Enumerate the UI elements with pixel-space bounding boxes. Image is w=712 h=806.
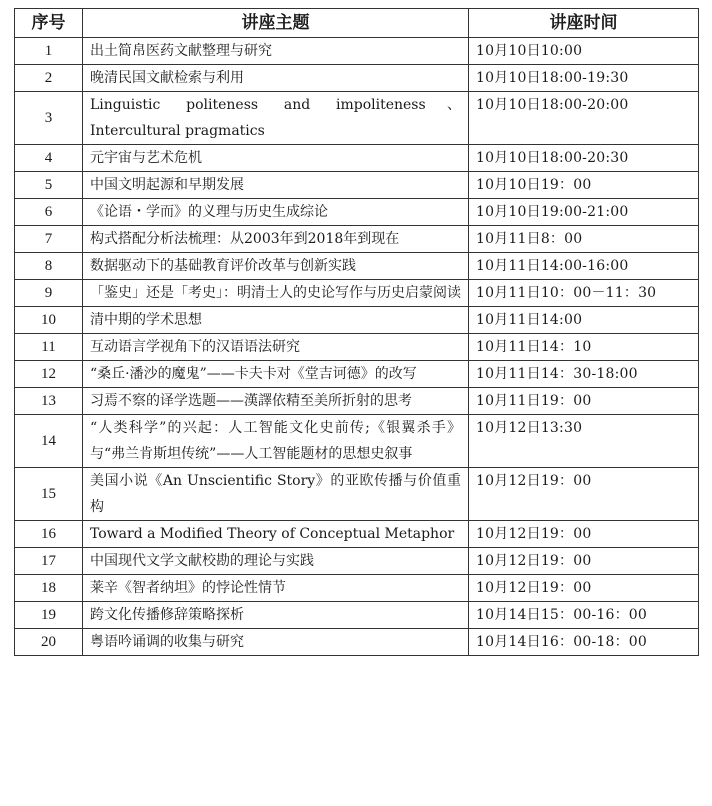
table-row [15,172,699,199]
row-number: 9 [15,280,83,307]
table-row [15,226,699,253]
row-topic: 美国小说《An Unscientific Story》的亚欧传播与价值重构 [83,468,469,521]
row-topic: 元宇宙与艺术危机 [83,145,469,172]
row-number: 19 [15,602,83,629]
row-time: 10月11日14:00 [469,307,699,334]
row-topic: “人类科学”的兴起：人工智能文化史前传;《银翼杀手》与“弗兰肯斯坦传统”——人工智能题材的思想史叙事 [83,415,469,468]
header-topic: 讲座主题 [83,9,469,38]
table-row [15,575,699,602]
row-time: 10月12日19：00 [469,521,699,548]
table-row [15,199,699,226]
table-row [15,280,699,307]
row-topic: 数据驱动下的基础教育评价改革与创新实践 [83,253,469,280]
table-row [15,334,699,361]
row-number: 1 [15,38,83,65]
table-row [15,602,699,629]
row-topic: “桑丘·潘沙的魔鬼”——卡夫卡对《堂吉诃德》的改写 [83,361,469,388]
row-topic: Toward a Modified Theory of Conceptual Metaphor [83,521,469,548]
row-number: 3 [15,92,83,145]
table-row [15,307,699,334]
table-row [15,521,699,548]
header-row [15,9,699,38]
row-time: 10月11日14：10 [469,334,699,361]
row-topic: 习焉不察的译学选题——漢譯依精至美所折射的思考 [83,388,469,415]
row-topic: 互动语言学视角下的汉语语法研究 [83,334,469,361]
table-row [15,253,699,280]
row-time: 10月10日19:00-21:00 [469,199,699,226]
row-topic: 《论语・学而》的义理与历史生成综论 [83,199,469,226]
row-number: 15 [15,468,83,521]
row-number: 8 [15,253,83,280]
row-time: 10月11日14:00-16:00 [469,253,699,280]
row-number: 16 [15,521,83,548]
table-row [15,468,699,521]
row-topic: Linguistic politeness and impoliteness、Intercultural pragmatics [83,92,469,145]
table-row [15,415,699,468]
table-row [15,629,699,656]
row-time: 10月12日19：00 [469,548,699,575]
row-topic: 莱辛《智者纳坦》的悖论性情节 [83,575,469,602]
row-time: 10月14日16：00-18：00 [469,629,699,656]
schedule-table [14,8,699,656]
row-number: 13 [15,388,83,415]
row-time: 10月11日10：00－11：30 [469,280,699,307]
table-row [15,548,699,575]
row-number: 4 [15,145,83,172]
row-time: 10月10日10:00 [469,38,699,65]
row-time: 10月12日13:30 [469,415,699,468]
row-time: 10月11日8：00 [469,226,699,253]
row-time: 10月11日14：30-18:00 [469,361,699,388]
table-row [15,145,699,172]
row-topic: 构式搭配分析法梳理：从2003年到2018年到现在 [83,226,469,253]
table-row [15,388,699,415]
header-time: 讲座时间 [469,9,699,38]
row-topic: 出土简帛医药文献整理与研究 [83,38,469,65]
row-number: 10 [15,307,83,334]
row-time: 10月10日18:00-19:30 [469,65,699,92]
row-number: 7 [15,226,83,253]
row-time: 10月14日15：00-16：00 [469,602,699,629]
row-topic: 中国文明起源和早期发展 [83,172,469,199]
table-row [15,65,699,92]
table-row [15,92,699,145]
row-number: 18 [15,575,83,602]
row-topic: 跨文化传播修辞策略探析 [83,602,469,629]
table-row [15,38,699,65]
row-topic: 「鉴史」还是「考史」：明清士人的史论写作与历史启蒙阅读 [83,280,469,307]
row-number: 5 [15,172,83,199]
row-topic: 中国现代文学文献校勘的理论与实践 [83,548,469,575]
table-row [15,361,699,388]
row-topic: 晚清民国文献检索与利用 [83,65,469,92]
row-number: 20 [15,629,83,656]
row-number: 11 [15,334,83,361]
row-time: 10月12日19：00 [469,468,699,521]
row-time: 10月10日19：00 [469,172,699,199]
row-topic: 清中期的学术思想 [83,307,469,334]
row-number: 17 [15,548,83,575]
row-time: 10月10日18:00-20:30 [469,145,699,172]
row-time: 10月11日19：00 [469,388,699,415]
lecture-schedule [14,8,699,656]
row-time: 10月12日19：00 [469,575,699,602]
row-number: 12 [15,361,83,388]
header-no: 序号 [15,9,83,38]
row-number: 2 [15,65,83,92]
row-time: 10月10日18:00-20:00 [469,92,699,145]
row-number: 14 [15,415,83,468]
row-topic: 粤语吟诵调的收集与研究 [83,629,469,656]
row-number: 6 [15,199,83,226]
